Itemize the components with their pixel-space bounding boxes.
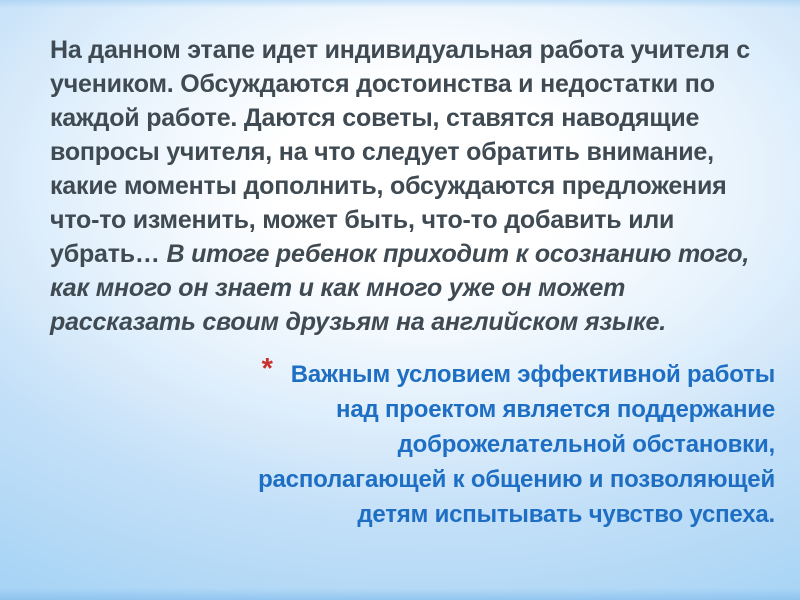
asterisk-bullet: * [261, 353, 273, 385]
slide-bottom-edge-strip [0, 588, 800, 600]
highlight-paragraph-text: Важным условием эффективной работы над проектом является поддержание доброжелательной обстановки, располагающей к общению и позволяющей детям испытывать чувство успеха. [258, 361, 775, 528]
slide-top-edge-strip [0, 0, 800, 8]
body-paragraph-italic-text: В итоге ребенок приходит к осознанию того, как много он знает и как много уже он может рассказать своим друзьям на английском языке. [50, 240, 750, 336]
body-paragraph [50, 33, 760, 339]
body-paragraph-regular-text: На данном этапе идет индивидуальная работа учителя с учеником. Обсуждаются достоинства и недостатки по каждой работе. Даются советы, ставятся наводящие вопросы учителя, на что следует обратить внимание, какие моменты дополнить, обсуждаются предложения что-то изменить, может быть, что-то добавить или убрать… [50, 36, 750, 268]
highlight-paragraph [230, 353, 775, 532]
